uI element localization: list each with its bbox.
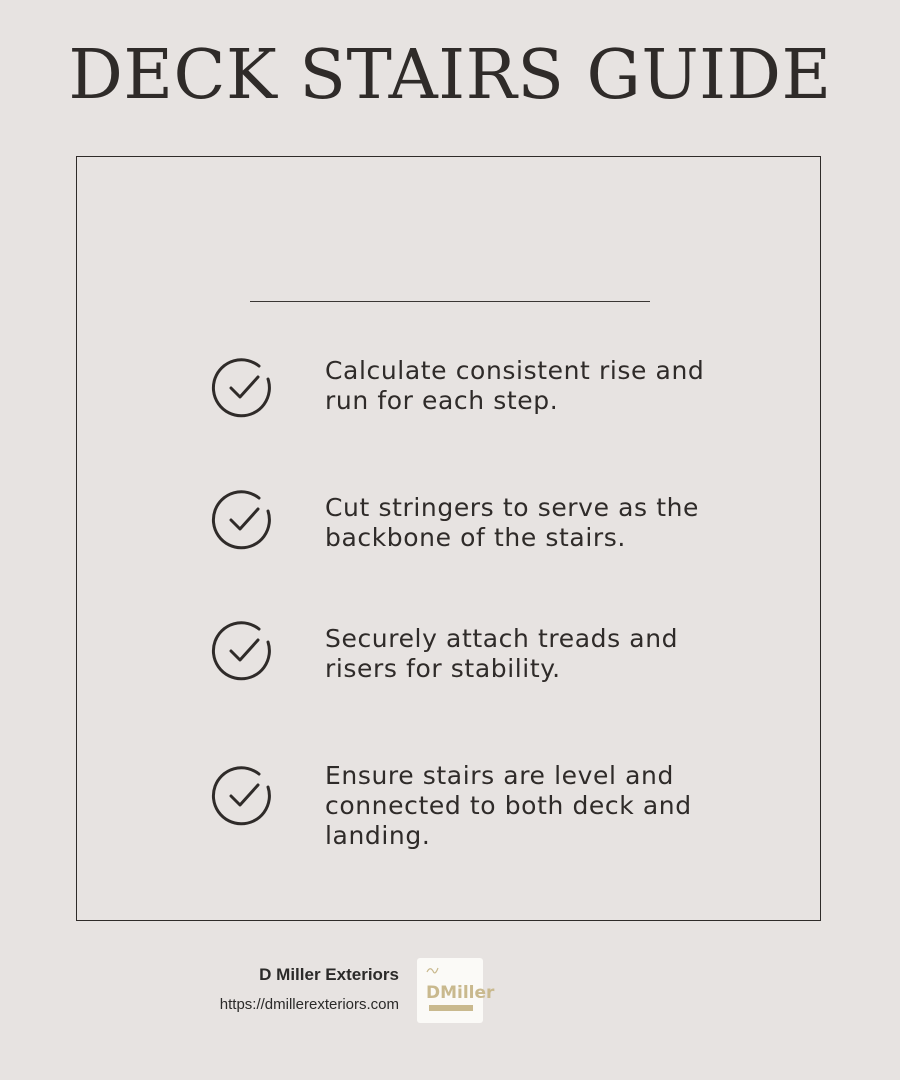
company-url[interactable]: https://dmillerexteriors.com xyxy=(219,996,399,1013)
company-name: D Miller Exteriors xyxy=(259,965,399,984)
page-title: DECK STAIRS GUIDE xyxy=(68,36,832,115)
step-text: Calculate consistent rise and run for each step. xyxy=(325,356,705,415)
steps-card xyxy=(76,156,821,921)
check-circle-icon xyxy=(213,357,275,419)
logo-image xyxy=(417,958,495,1023)
svg-text:DMiller: DMiller xyxy=(426,983,495,1003)
step-text: Cut stringers to serve as the backbone of the stairs. xyxy=(325,493,700,552)
step-text: Securely attach treads and risers for stability. xyxy=(325,624,679,683)
divider-line xyxy=(250,301,650,302)
check-circle-icon xyxy=(213,489,275,551)
check-circle-icon xyxy=(213,620,275,682)
company-logo xyxy=(417,958,495,1023)
step-text: Ensure stairs are level and connected to both deck and landing. xyxy=(325,761,692,850)
check-circle-icon xyxy=(213,765,275,827)
